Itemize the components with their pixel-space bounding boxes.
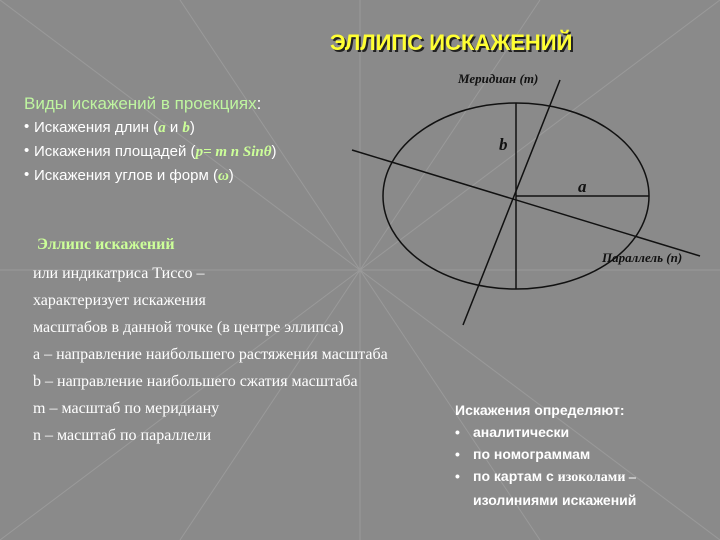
symbol-a: a [158,120,166,136]
description-line: характеризует искажения [33,292,206,309]
description-line: m – масштаб по меридиану [33,400,220,417]
item-text: по картам с [473,468,558,484]
meridian-label: Меридиан (m) [458,71,539,86]
list-item: • Искажения углов и форм (ω) [24,166,234,184]
item-text: и [165,119,183,136]
methods-list [455,421,715,511]
list-item: • Искажения площадей (p= m n Sinθ) [24,142,277,160]
item-text-isocols: изоколами – [557,470,636,485]
description-line: или индикатриса Тиссо – [33,265,205,282]
item-text: по номограммам [473,446,591,462]
heading-colon: : [256,94,262,113]
symbol-b: b [182,120,190,136]
axis-b-label: b [499,135,508,154]
methods-heading: Искажения определяют: [455,402,625,418]
description-heading: Эллипс искажений [37,236,175,253]
item-text: Искажения углов и форм ( [34,167,218,184]
list-item: • по номограммам [455,446,591,462]
axis-a-label: a [578,177,587,196]
item-text-continuation: изолиниями искажений [473,492,637,508]
parallel-label: Параллель (n) [602,250,683,265]
list-item: • аналитически [455,424,570,440]
item-text: аналитически [473,424,570,440]
item-text: ) [228,167,234,184]
determination-methods-block [455,399,715,511]
item-text: Искажения площадей ( [34,143,196,160]
description-line: b – направление наибольшего сжатия масштаба [33,373,358,390]
item-text: ) [271,143,277,160]
description-line: a – направление наибольшего растяжения масштаба [33,346,388,363]
list-item: • по картам с изоколами – изолиниями искажений [455,468,637,508]
page-title: ЭЛЛИПС ИСКАЖЕНИЙ [330,30,573,55]
distortion-types-heading-text: Виды искажений в проекциях [24,94,257,113]
item-text: ) [189,119,195,136]
symbol-omega: ω [217,168,229,184]
description-line: масштабов в данной точке (в центре эллипса) [33,319,344,336]
list-item: • Искажения длин (a и b) [24,118,195,136]
area-formula: p= m n Sinθ [195,144,272,160]
description-line: n – масштаб по параллели [33,427,212,444]
ellipse-description [33,234,493,449]
item-text: Искажения длин ( [34,119,159,136]
